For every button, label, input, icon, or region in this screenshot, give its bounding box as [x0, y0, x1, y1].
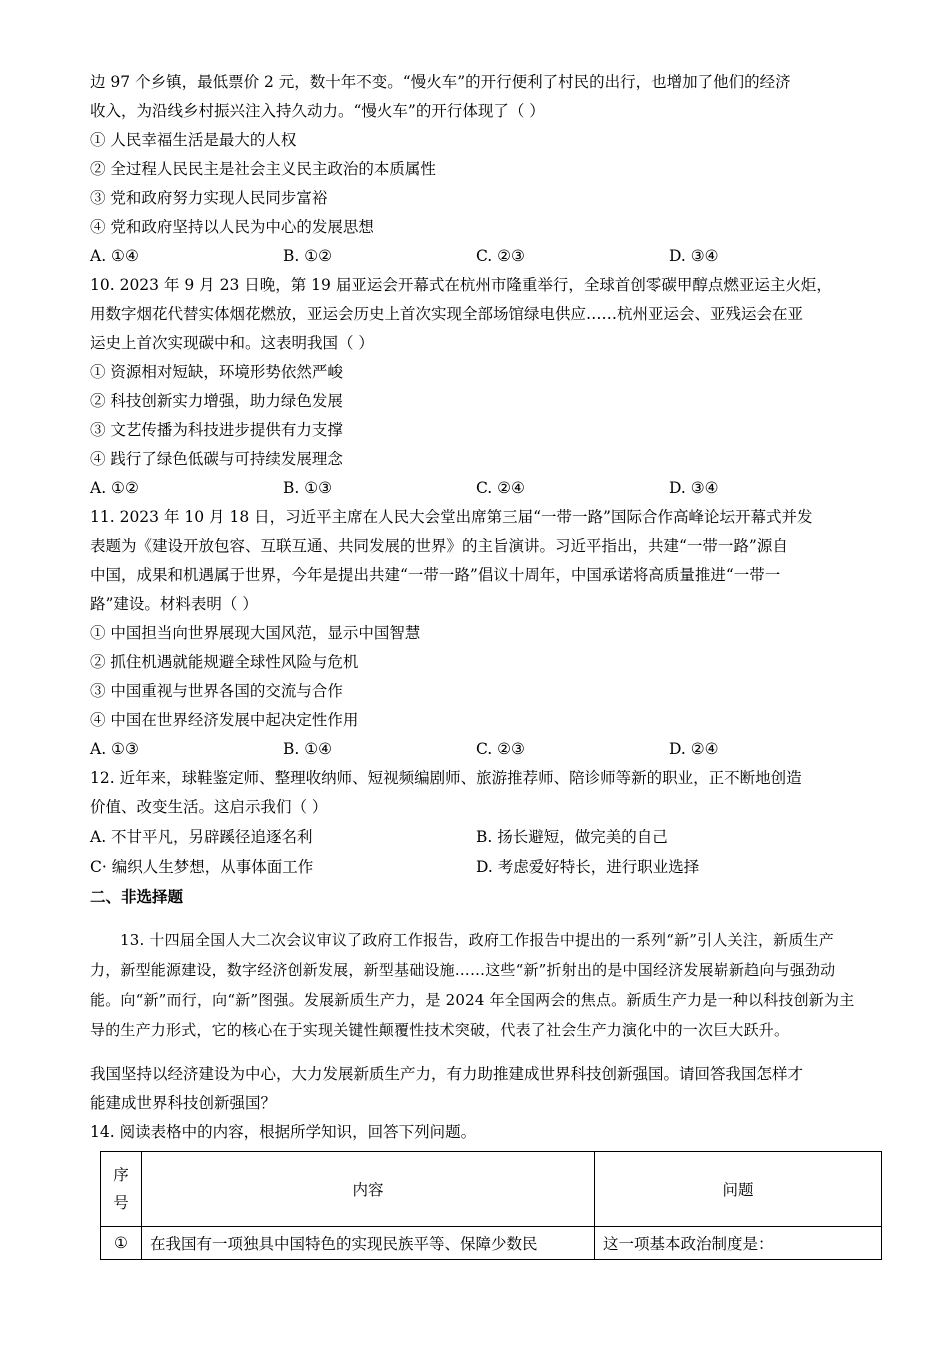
- question-stem-line: 11. 2023 年 10 月 18 日，习近平主席在人民大会堂出席第三届“一带一路”国际合作高峰论坛开幕式并发: [90, 508, 813, 526]
- question-stem-line: 收入，为沿线乡村振兴注入持久动力。“慢火车”的开行体现了（ ）: [90, 102, 545, 120]
- question-12: [90, 764, 862, 882]
- statement-3: ③ 文艺传播为科技进步提供有力支撑: [90, 421, 343, 439]
- header-question: 问题: [595, 1152, 882, 1227]
- question-13-material: 13. 十四届全国人大二次会议审议了政府工作报告，政府工作报告中提出的一系列“新”引人关注，新质生产力，新型能源建设，数字经济创新发展，新型基础设施……这些“新”折射出的是中国经济发展崭新趋向与强劲动能。向“新”而行，向“新”图强。发展新质生产力，是 2024 年全国两会的焦点。新质生产力是一种以科技创新为主导的生产力形式，它的核心在于实现关键性颠覆性技术突破，代表了社会生产力演化中的一次巨大跃升。: [90, 931, 855, 1039]
- choice-c: C. ②④: [476, 479, 525, 497]
- header-index: 序号: [101, 1152, 142, 1227]
- question-stem-line: 用数字烟花代替实体烟花燃放，亚运会历史上首次实现全部场馆绿电供应……杭州亚运会、亚残运会在亚: [90, 305, 804, 323]
- question-stem-line: 表题为《建设开放包容、互联互通、共同发展的世界》的主旨演讲。习近平指出，共建“一带一路”源自: [90, 537, 788, 555]
- choice-d: D. 考虑爱好特长，进行职业选择: [476, 858, 700, 876]
- choice-d: D. ②④: [669, 740, 719, 758]
- choice-c: C. ②③: [476, 740, 525, 758]
- choice-a: A. ①②: [90, 479, 139, 497]
- answer-choices: [90, 735, 862, 764]
- choice-a: A. ①④: [90, 247, 139, 265]
- question-stem-line: 中国，成果和机遇属于世界，今年是提出共建“一带一路”倡议十周年，中国承诺将高质量推进“一带一: [90, 566, 781, 584]
- exam-page: [90, 68, 862, 1260]
- question-stem-line: 边 97 个乡镇，最低票价 2 元，数十年不变。“慢火车”的开行便利了村民的出行，也增加了他们的经济: [90, 73, 791, 91]
- choice-d: D. ③④: [669, 247, 719, 265]
- answer-choices-row-2: [90, 852, 862, 882]
- question-14-table: [100, 1151, 882, 1260]
- section-title: 二、非选择题: [90, 888, 184, 906]
- question-13: [90, 925, 862, 1118]
- answer-choices: [90, 474, 862, 503]
- choice-b: B. ①③: [283, 479, 333, 497]
- question-stem-line: 路”建设。材料表明（ ）: [90, 595, 258, 613]
- statement-4: ④ 党和政府坚持以人民为中心的发展思想: [90, 218, 374, 236]
- answer-choices: [90, 242, 862, 271]
- row-content: 在我国有一项独具中国特色的实现民族平等、保障少数民: [142, 1227, 595, 1260]
- statement-4: ④ 中国在世界经济发展中起决定性作用: [90, 711, 359, 729]
- choice-b: B. ①④: [283, 740, 333, 758]
- question-13-prompt-line: 能建成世界科技创新强国？: [90, 1094, 277, 1112]
- choice-a: A. ①③: [90, 740, 139, 758]
- statement-2: ② 科技创新实力增强，助力绿色发展: [90, 392, 343, 410]
- question-stem-line: 10. 2023 年 9 月 23 日晚，第 19 届亚运会开幕式在杭州市隆重举行，全球首创零碳甲醇点燃亚运主火炬，: [90, 276, 832, 294]
- question-11: [90, 503, 862, 764]
- statement-2: ② 全过程人民民主是社会主义民主政治的本质属性: [90, 160, 436, 178]
- choice-d: D. ③④: [669, 479, 719, 497]
- statement-2: ② 抓住机遇就能规避全球性风险与危机: [90, 653, 359, 671]
- header-content: 内容: [142, 1152, 595, 1227]
- question-stem-line: 12. 近年来，球鞋鉴定师、整理收纳师、短视频编剧师、旅游推荐师、陪诊师等新的职业，正不断地创造: [90, 769, 802, 787]
- choice-c: C. ②③: [476, 247, 525, 265]
- question-stem-line: 运史上首次实现碳中和。这表明我国（ ）: [90, 334, 374, 352]
- statement-1: ① 人民幸福生活是最大的人权: [90, 131, 297, 149]
- choice-a: A. 不甘平凡，另辟蹊径追逐名利: [90, 828, 313, 846]
- choice-c: C· 编织人生梦想，从事体面工作: [90, 858, 314, 876]
- question-10: [90, 271, 862, 503]
- statement-3: ③ 党和政府努力实现人民同步富裕: [90, 189, 328, 207]
- statement-1: ① 中国担当向世界展现大国风范，显示中国智慧: [90, 624, 421, 642]
- statement-4: ④ 践行了绿色低碳与可持续发展理念: [90, 450, 343, 468]
- table-row: [101, 1227, 882, 1260]
- statement-3: ③ 中国重视与世界各国的交流与合作: [90, 682, 343, 700]
- question-9: [90, 68, 862, 271]
- question-14-intro: 14. 阅读表格中的内容，根据所学知识，回答下列问题。: [90, 1123, 477, 1141]
- row-index: ①: [101, 1227, 142, 1260]
- answer-choices-row-1: [90, 822, 862, 852]
- table-header-row: [101, 1152, 882, 1227]
- choice-b: B. ①②: [283, 247, 333, 265]
- row-question: 这一项基本政治制度是：: [595, 1227, 882, 1260]
- question-13-prompt-line: 我国坚持以经济建设为中心，大力发展新质生产力，有力助推建成世界科技创新强国。请回答我国怎样才: [90, 1065, 804, 1083]
- question-stem-line: 价值、改变生活。这启示我们（ ）: [90, 798, 328, 816]
- question-14: [90, 1118, 862, 1260]
- statement-1: ① 资源相对短缺，环境形势依然严峻: [90, 363, 343, 381]
- choice-b: B. 扬长避短，做完美的自己: [476, 828, 668, 846]
